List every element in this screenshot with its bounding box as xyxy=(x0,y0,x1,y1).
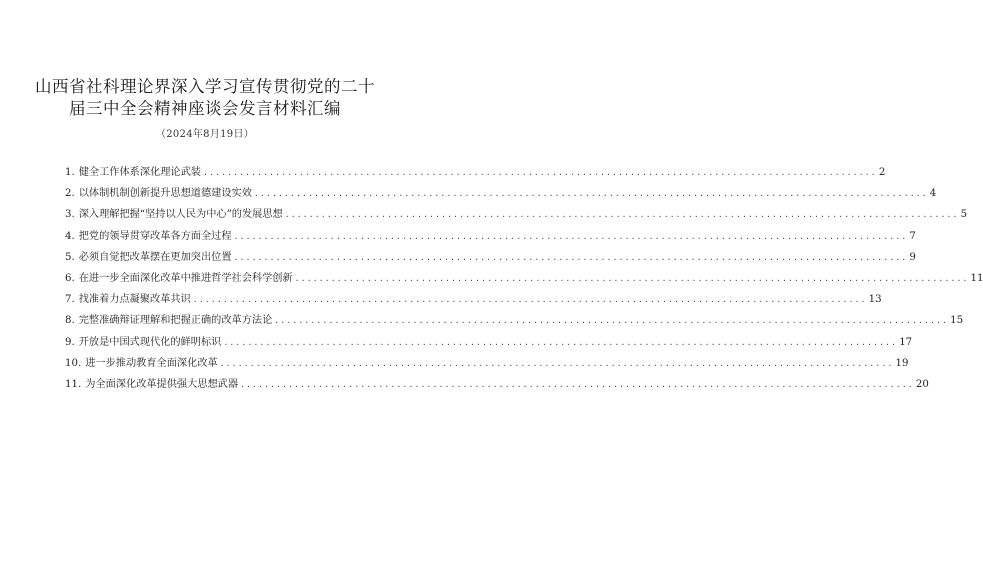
toc-leader-dots xyxy=(193,289,867,310)
toc-entry-title: 以体制机制创新提升思想道德建设实效 xyxy=(78,188,252,200)
toc-entry-title: 把党的领导贯穿改革各方面全过程 xyxy=(78,230,232,242)
toc-entry[interactable] xyxy=(65,310,964,331)
document-date: （2024年8月19日） xyxy=(155,129,255,140)
toc-entry[interactable] xyxy=(65,183,937,204)
toc-leader-dots xyxy=(234,226,908,247)
title-block xyxy=(0,76,410,142)
toc-entry-number: 4. xyxy=(65,230,75,242)
document-title-line-1: 山西省社科理论界深入学习宣传贯彻党的二十 xyxy=(35,77,375,96)
toc-entry-page: 20 xyxy=(915,378,929,390)
toc-entry-number: 8. xyxy=(65,315,75,327)
toc-entry-number: 5. xyxy=(65,251,75,263)
toc-entry[interactable] xyxy=(65,332,913,353)
toc-entry-title: 深入理解把握“坚持以人民为中心”的发展思想 xyxy=(78,209,283,221)
toc-entry-page: 19 xyxy=(895,357,909,369)
toc-leader-dots xyxy=(274,310,948,331)
toc-entry-title: 完整准确辩证理解和把握正确的改革方法论 xyxy=(78,315,273,327)
toc-entry-title: 开放是中国式现代化的鲜明标识 xyxy=(78,336,222,348)
toc-entry-page: 11 xyxy=(970,272,983,284)
toc-entry-title: 找准着力点凝聚改革共识 xyxy=(78,294,191,306)
toc-leader-dots xyxy=(220,353,894,374)
toc-entry-page: 2 xyxy=(878,167,886,178)
toc-entry-page: 7 xyxy=(909,230,916,242)
toc-entry[interactable] xyxy=(65,162,886,183)
toc-entry-title: 为全面深化改革提供强大思想武器 xyxy=(85,378,239,390)
toc-leader-dots xyxy=(234,247,908,268)
toc-entry[interactable] xyxy=(65,226,916,247)
toc-entry[interactable] xyxy=(65,268,983,289)
toc-leader-dots xyxy=(254,183,928,204)
toc-entry-page: 13 xyxy=(868,294,882,306)
toc-leader-dots xyxy=(295,268,969,289)
table-of-contents xyxy=(65,162,983,395)
toc-entry-number: 10. xyxy=(65,357,82,369)
toc-leader-dots xyxy=(240,374,914,395)
toc-entry-page: 17 xyxy=(899,336,913,348)
toc-entry-page: 4 xyxy=(929,188,937,200)
toc-entry-number: 1. xyxy=(65,167,75,178)
toc-entry[interactable] xyxy=(65,204,968,225)
toc-entry[interactable] xyxy=(65,374,929,395)
toc-entry-title: 进一步推动教育全面深化改革 xyxy=(85,357,218,369)
toc-entry[interactable] xyxy=(65,289,882,310)
toc-entry-number: 2. xyxy=(65,188,75,200)
toc-entry-number: 9. xyxy=(65,336,75,348)
toc-entry-title: 必须自觉把改革摆在更加突出位置 xyxy=(78,251,232,263)
toc-entry-page: 5 xyxy=(960,209,968,221)
toc-entry-number: 7. xyxy=(65,294,75,306)
toc-entry-page: 15 xyxy=(950,315,964,327)
toc-entry[interactable] xyxy=(65,353,909,374)
toc-entry-title: 在进一步全面深化改革中推进哲学社会科学创新 xyxy=(78,272,293,284)
toc-entry-title: 健全工作体系深化理论武装 xyxy=(78,167,201,178)
toc-entry-page: 9 xyxy=(909,251,916,263)
toc-leader-dots xyxy=(203,162,877,183)
toc-leader-dots xyxy=(223,332,897,353)
toc-entry[interactable] xyxy=(65,247,916,268)
document-title-line-2: 届三中全会精神座谈会发言材料汇编 xyxy=(69,99,341,118)
toc-entry-number: 11. xyxy=(65,378,82,390)
toc-entry-number: 6. xyxy=(65,272,75,284)
toc-entry-number: 3. xyxy=(65,209,75,221)
toc-leader-dots xyxy=(285,204,959,225)
